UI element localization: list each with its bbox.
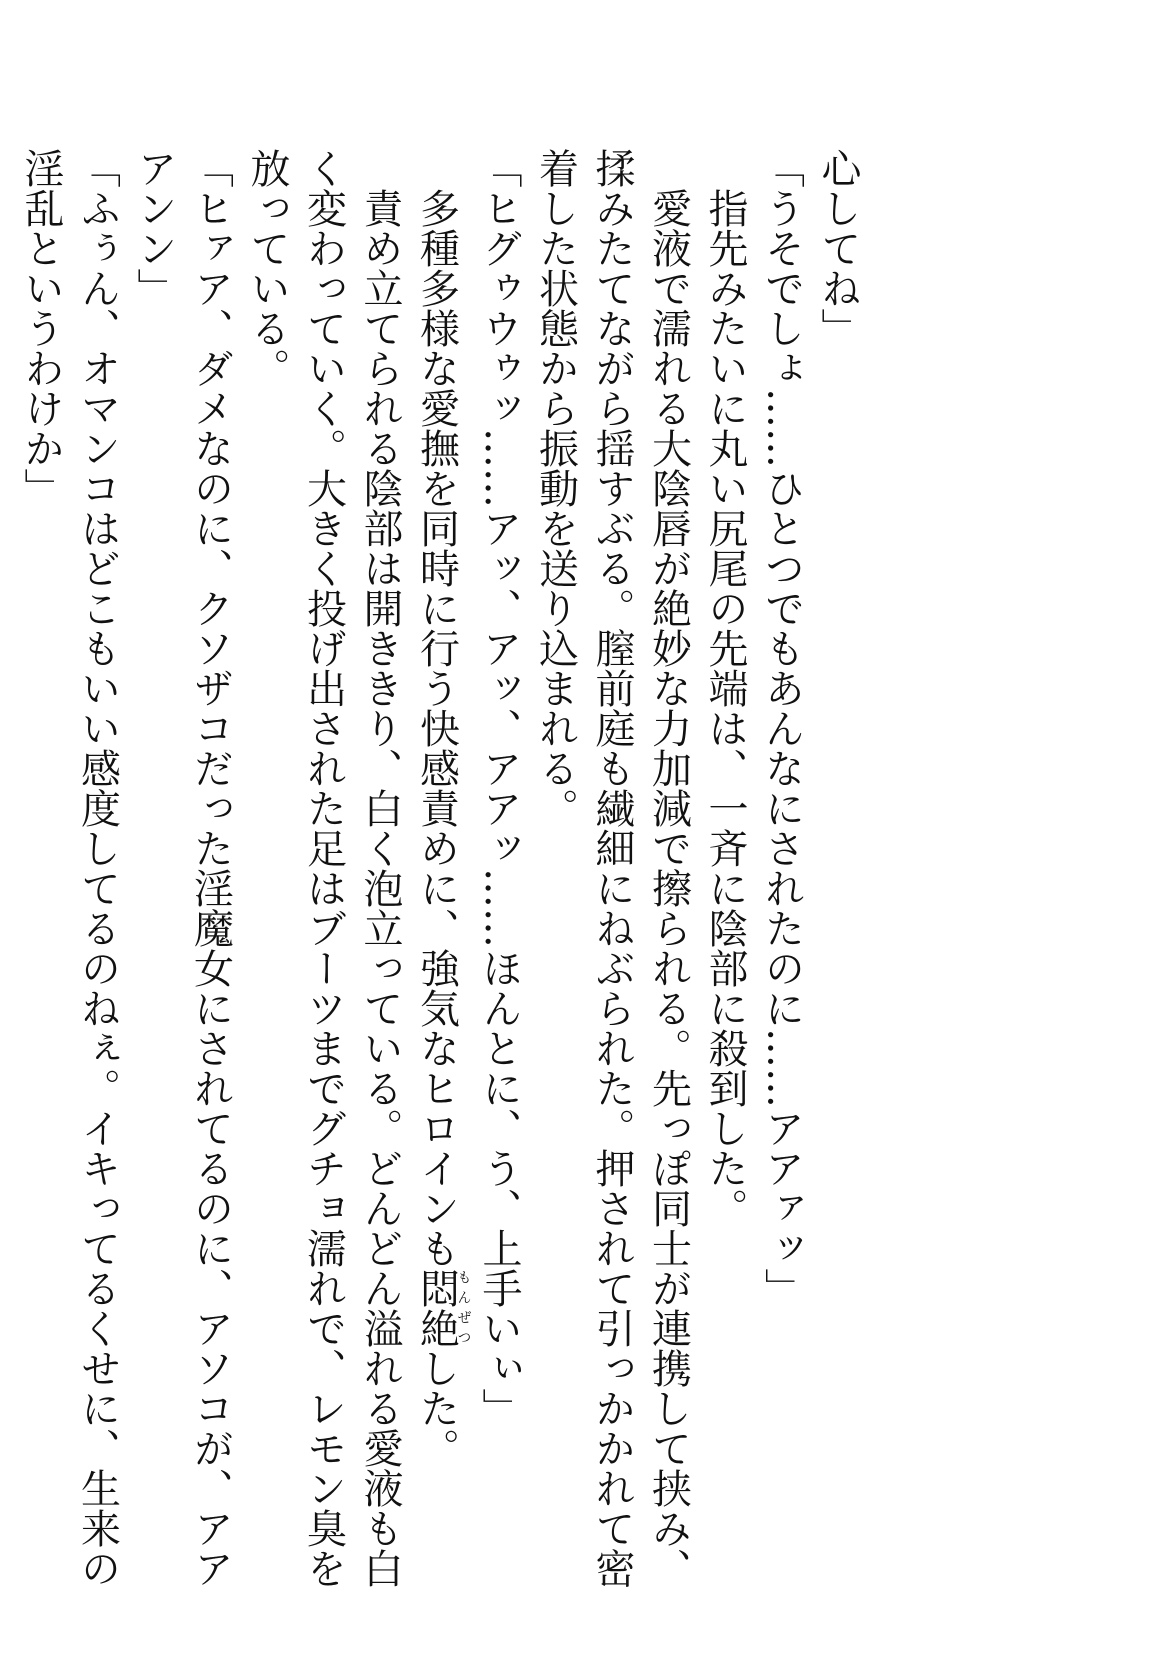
text-segment: した。 — [413, 1348, 460, 1468]
text-line: 「ふぅん、オマンコはどこもいい感度してるのねぇ。イキってるくせに、生来の — [74, 148, 121, 1588]
text-line: 心してね」 — [815, 148, 861, 348]
text-line: 揉みたてながら揺すぶる。膣前庭も繊細にねぶられた。押されて引っかかれて密 — [589, 148, 635, 1588]
text-line — [408, 148, 471, 1568]
text-line: 責め立てられる陰部は開ききり、白く泡立っている。どんどん溢れる愛液も白 — [357, 188, 403, 1588]
text-line: 「うそでしょ……ひとつでもあんなにされたのに……アアァッ」 — [758, 148, 805, 1308]
text-line: 愛液で濡れる大陰唇が絶妙な力加減で擦られる。先っぽ同士が連携して挟み、 — [645, 188, 692, 1588]
ruby-reading: もんぜつ — [455, 1268, 472, 1348]
ruby-base: 悶絶 — [413, 1268, 460, 1348]
text-line: 指先みたいに丸い尻尾の先端は、一斉に陰部に殺到した。 — [702, 188, 748, 1228]
text-line: 着した状態から振動を送り込まれる。 — [532, 148, 579, 828]
text-segment: 多種多様な愛撫を同時に行う快感責めに、強気なヒロインも — [413, 188, 460, 1268]
text-line: 淫乱というわけか」 — [18, 148, 64, 508]
text-line: 「ヒァア、ダメなのに、クソザコだった淫魔女にされてるのに、アソコが、アア — [187, 148, 234, 1588]
text-line: く変わっていく。大きく投げ出された足はブーツまでグチョ濡れで、レモン臭を — [300, 148, 347, 1588]
vertical-text-body — [13, 148, 867, 1588]
text-line: 放っている。 — [244, 148, 290, 388]
text-line: アンン」 — [131, 148, 177, 308]
text-line: 「ヒグゥウゥッ……アッ、アッ、アアッ……ほんとに、う、上手いぃ」 — [476, 148, 522, 1428]
ruby-annotation — [413, 1268, 472, 1348]
